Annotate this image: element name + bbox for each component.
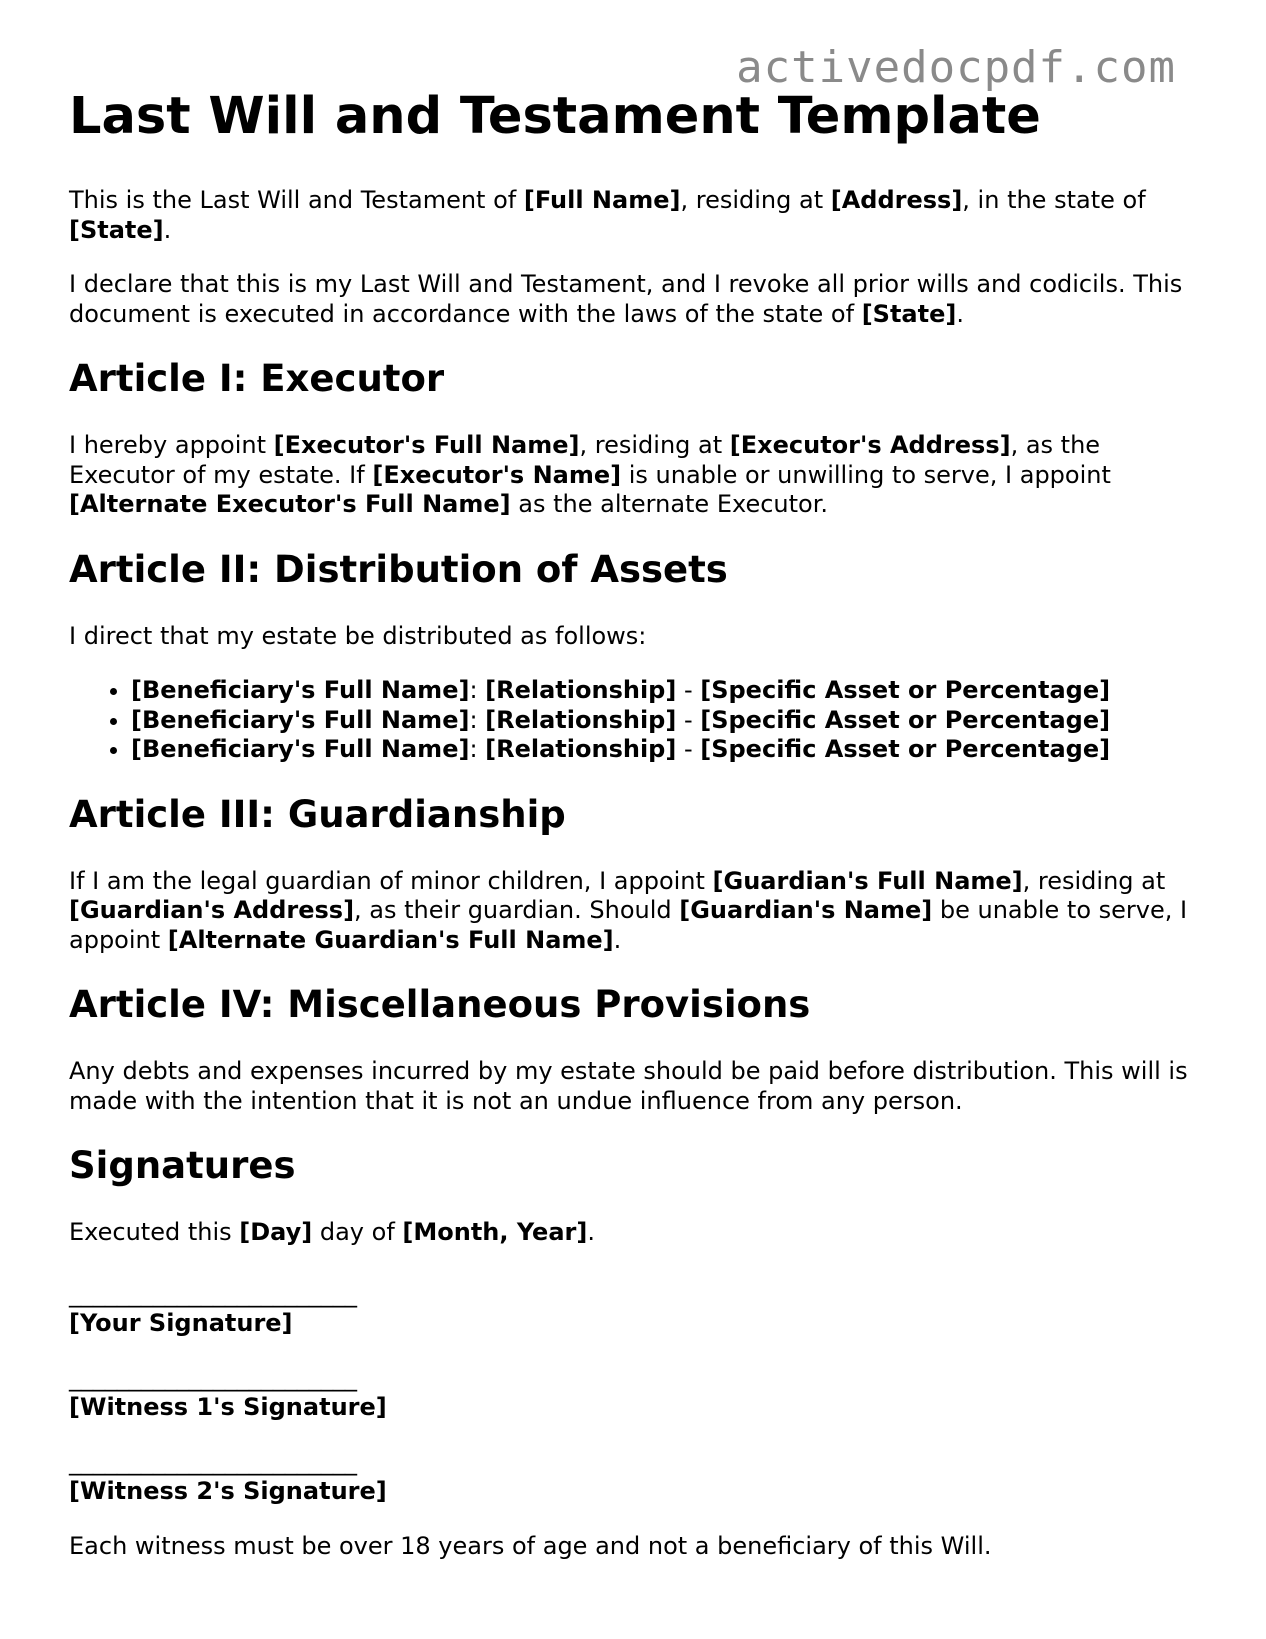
your-signature-label: [Your Signature] xyxy=(69,1308,293,1337)
beneficiary-list xyxy=(69,676,1199,765)
intro-paragraph-1: This is the Last Will and Testament of [Full Name], residing at [Address], in the state of [State]. xyxy=(69,186,1146,244)
list-item: • [Beneficiary's Full Name]: [Relationship] - [Specific Asset or Percentage] xyxy=(131,735,1199,765)
article-4-heading: Article IV: Miscellaneous Provisions xyxy=(69,983,811,1026)
page-title: Last Will and Testament Template xyxy=(69,87,1041,146)
article-1-text: I hereby appoint [Executor's Full Name], residing at [Executor's Address], as the Executor of my estate. If [Executor's Name] is unable or unwilling to serve, I appoint [Alternate Executor's Full Name] as the alternate Executor. xyxy=(69,431,1111,518)
watermark: activedocpdf.com xyxy=(736,42,1176,93)
intro-paragraph-2: I declare that this is my Last Will and Testament, and I revoke all prior wills and codicils. This document is executed in accordance with the laws of the state of [State]. xyxy=(69,270,1183,328)
article-2-intro: I direct that my estate be distributed as follows: xyxy=(69,621,647,650)
witness-2-signature-label: [Witness 2's Signature] xyxy=(69,1476,387,1505)
witness-1-signature-label: [Witness 1's Signature] xyxy=(69,1392,387,1421)
article-1-heading: Article I: Executor xyxy=(69,357,445,400)
signature-line: ________________________ xyxy=(69,1279,357,1308)
signatures-heading: Signatures xyxy=(69,1144,296,1187)
your-signature-block xyxy=(69,1280,1199,1338)
witness-1-signature-block xyxy=(69,1364,1199,1422)
executed-line: Executed this [Day] day of [Month, Year]. xyxy=(69,1218,595,1246)
list-item: • [Beneficiary's Full Name]: [Relationship] - [Specific Asset or Percentage] xyxy=(131,706,1199,736)
witness-2-signature-block xyxy=(69,1448,1199,1506)
article-3-heading: Article III: Guardianship xyxy=(69,792,566,836)
article-2-heading: Article II: Distribution of Assets xyxy=(69,547,728,591)
list-item: • [Beneficiary's Full Name]: [Relationship] - [Specific Asset or Percentage] xyxy=(131,676,1199,706)
document-page xyxy=(69,88,1199,1586)
signature-line: ________________________ xyxy=(69,1363,357,1392)
signature-line: ________________________ xyxy=(69,1447,357,1476)
witness-note: Each witness must be over 18 years of age and not a beneficiary of this Will. xyxy=(69,1531,992,1560)
article-4-text: Any debts and expenses incurred by my estate should be paid before distribution. This will is made with the intention that it is not an undue influence from any person. xyxy=(69,1057,1188,1115)
article-3-text: If I am the legal guardian of minor children, I appoint [Guardian's Full Name], residing at [Guardian's Address], as their guardian. Should [Guardian's Name] be unable to serve, I appoint [Alternate Guardian's Full Name]. xyxy=(69,866,1188,954)
